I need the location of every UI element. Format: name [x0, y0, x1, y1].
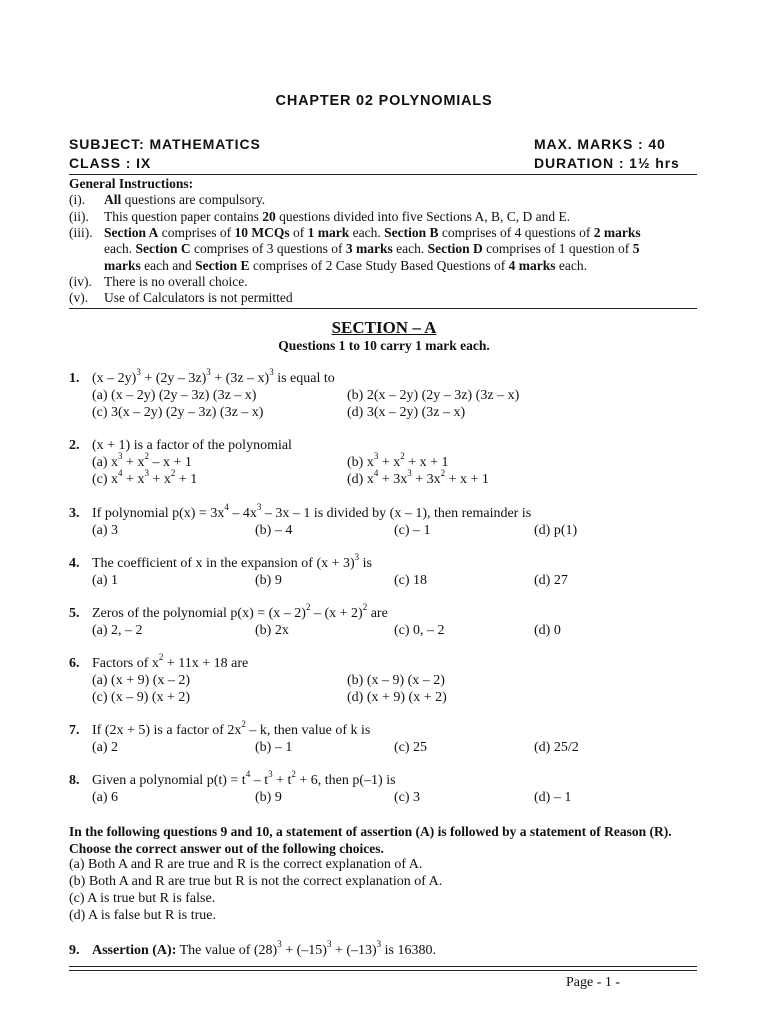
option-a: (a) (x + 9) (x – 2)	[92, 673, 191, 688]
question-text	[92, 939, 437, 959]
question-text: Factors of $x^2 + 11x + 18$ are	[92, 652, 249, 671]
option-a: (a) 2, – 2	[92, 623, 143, 638]
page-number: Page - 1 -	[566, 975, 621, 990]
option-d: (d) 27	[534, 573, 568, 588]
assertion-choice: (a) Both A and R are true and R is the correct explanation of A.	[69, 857, 423, 872]
option-b: (b) 9	[255, 573, 282, 588]
option-b: (b) – 4	[255, 523, 293, 538]
option-c: (c) 18	[394, 573, 428, 588]
instruction-text: marks each and Section E comprises of 2 Case Study Based Questions of 4 marks each.	[104, 257, 587, 273]
max-marks-label: MAX. MARKS : 40	[534, 136, 666, 152]
assertion-choice: (c) A is true but R is false.	[69, 891, 216, 906]
assertion-choice: (d) A is false but R is true.	[69, 908, 216, 923]
class-label: CLASS : IX	[69, 155, 152, 171]
option-b: (b) 9	[255, 790, 282, 805]
instruction-number: (v).	[69, 290, 89, 306]
question-1	[0, 367, 768, 430]
option-a: (a) 6	[92, 790, 119, 805]
instruction-text: All questions are compulsory.	[104, 192, 266, 208]
option-d: (d) 3(x – 2y) (3z – x)	[347, 405, 466, 420]
instruction-text: Section A comprises of 10 MCQs of 1 mark each. Section B comprises of 4 questions of 2 marks	[104, 224, 641, 240]
option-b: (b) 2x	[255, 623, 289, 638]
instruction-text: This question paper contains 20 questions divided into five Sections A, B, C, D and E.	[104, 208, 571, 224]
option-c: (c) 3(x – 2y) (2y – 3z) (3z – x)	[92, 405, 264, 420]
option-d: (d) (x + 9) (x + 2)	[347, 690, 447, 705]
instructions-heading: General Instructions:	[69, 176, 194, 191]
question-number: 3.	[69, 506, 80, 521]
option-a: (a) $x^3 + x^2 - x + 1$	[92, 451, 192, 470]
option-a: (a) 3	[92, 523, 119, 538]
option-d: (d) 0	[534, 623, 561, 638]
question-text: If polynomial $p(x) = 3x^4 - 4x^3 - 3x - 1$ is divided by (x – 1), then remainder is	[92, 502, 532, 521]
option-b: (b) (x – 9) (x – 2)	[347, 673, 445, 688]
question-text: Given a polynomial $p(t) = t^4 - t^3 + t^2 + 6$, then p(–1) is	[92, 769, 396, 788]
option-b: (b) $x^3 + x^2 + x + 1$	[347, 451, 449, 470]
assertion-choice: (b) Both A and R are true but R is not the correct explanation of A.	[69, 874, 443, 889]
instruction-number: (iii).	[69, 224, 93, 240]
question-number: 2.	[69, 438, 80, 453]
duration-label: DURATION : 1½ hrs	[534, 155, 680, 171]
question-text: (x + 1) is a factor of the polynomial	[92, 438, 292, 453]
option-d: (d) p(1)	[534, 523, 578, 538]
question-text: The coefficient of x in the expansion of $(x + 3)^3$ is	[92, 552, 373, 571]
assertion-instructions: In the following questions 9 and 10, a statement of assertion (A) is followed by a statement of Reason (R). Choose the correct answer out of the following choices.	[69, 824, 672, 856]
question-number: 7.	[69, 723, 80, 738]
section-title: SECTION – A	[331, 318, 437, 337]
question-text: If (2x + 5) is a factor of $2x^2$ – k, then value of k is	[92, 719, 371, 738]
option-c: (c) (x – 9) (x + 2)	[92, 690, 191, 705]
assertion-text: The value of $(28)^3 + (-15)^3 + (-13)^3$ is 16380.	[176, 939, 437, 958]
question-number: 4.	[69, 556, 80, 571]
assertion-label: Assertion (A):	[92, 943, 177, 958]
instruction-number: (i).	[69, 192, 86, 208]
instruction-text: each. Section C comprises of 3 questions of 3 marks each. Section D comprises of 1 question of 5	[104, 241, 640, 257]
footer-divider	[69, 966, 697, 971]
general-instructions	[69, 176, 709, 306]
option-d: (d) – 1	[534, 790, 572, 805]
question-number: 1.	[69, 371, 80, 386]
option-a: (a) 2	[92, 740, 119, 755]
option-a: (a) (x – 2y) (2y – 3z) (3z – x)	[92, 388, 257, 403]
question-6	[0, 652, 768, 715]
question-number: 8.	[69, 773, 80, 788]
option-b: (b) – 1	[255, 740, 293, 755]
option-c: (c) – 1	[394, 523, 431, 538]
instruction-number: (iv).	[69, 273, 92, 289]
header-divider	[69, 174, 697, 175]
subject-label: SUBJECT: MATHEMATICS	[69, 136, 261, 152]
option-c: (c) 0, – 2	[394, 623, 445, 638]
option-d: (d) 25/2	[534, 740, 579, 755]
question-2	[0, 437, 768, 497]
option-a: (a) 1	[92, 573, 119, 588]
instruction-text: Use of Calculators is not permitted	[104, 290, 293, 306]
question-number: 5.	[69, 606, 80, 621]
question-number: 6.	[69, 656, 80, 671]
question-text: Zeros of the polynomial $p(x) = (x - 2)^2 - (x + 2)^2$ are	[92, 602, 388, 621]
question-text: (x – 2y)$^3$ + (2y – 3z)$^3$ + (3z – x)$^3$ is equal to	[92, 367, 335, 386]
instruction-number: (ii).	[69, 208, 89, 224]
section-subtitle: Questions 1 to 10 carry 1 mark each.	[278, 338, 490, 353]
option-c: (c) $x^4 + x^3 + x^2 + 1$	[92, 468, 198, 487]
question-number: 9.	[69, 943, 80, 958]
option-b: (b) 2(x – 2y) (2y – 3z) (3z – x)	[347, 388, 520, 403]
option-d: (d) $x^4 + 3x^3 + 3x^2 + x + 1$	[347, 468, 489, 487]
option-c: (c) 25	[394, 740, 428, 755]
option-c: (c) 3	[394, 790, 421, 805]
page-title: CHAPTER 02 POLYNOMIALS	[275, 93, 493, 109]
instruction-text: There is no overall choice.	[104, 273, 248, 289]
instructions-divider	[69, 308, 697, 309]
